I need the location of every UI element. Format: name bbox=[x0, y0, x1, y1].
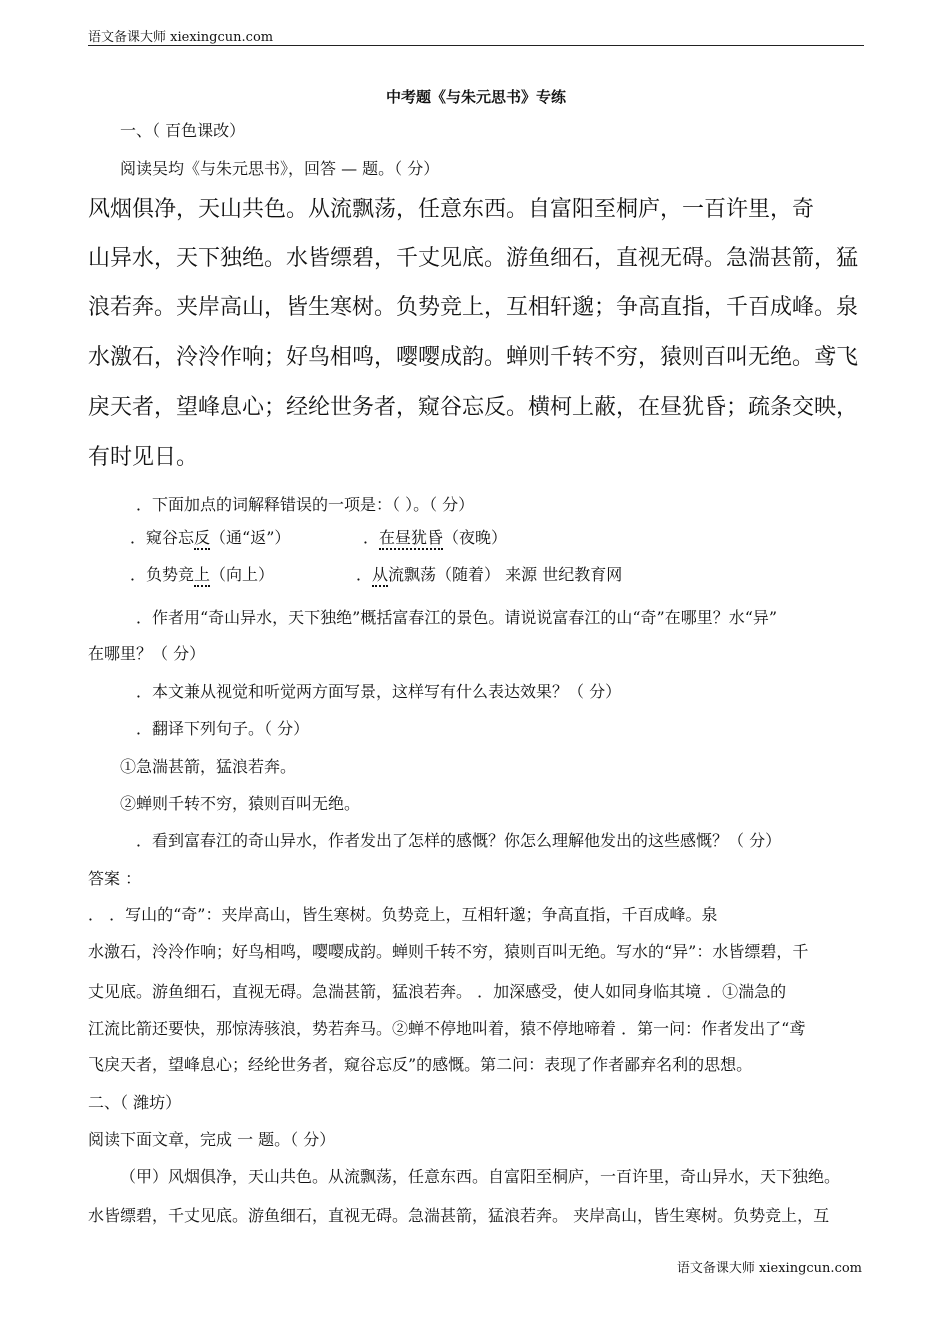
passage-line: 有时见日。 bbox=[88, 445, 199, 470]
emphasized-word: 从 bbox=[372, 565, 388, 587]
answer-line: ． ．写山的“奇”：夹岸高山，皆生寒树。负势竞上，互相轩邈；争高直指，千百成峰。泉 bbox=[88, 905, 718, 924]
question-3: ．本文兼从视觉和听觉两方面写景，这样写有什么表达效果？（ 分） bbox=[136, 682, 622, 701]
passage-line: 水激石，泠泠作响；好鸟相鸣，嘤嘤成韵。蝉则千转不穷，猿则百叫无绝。鸢飞 bbox=[88, 345, 859, 370]
question-1-option-d bbox=[356, 565, 622, 585]
footer-site-label: 语文备课大师 xiexingcun.com bbox=[676, 1261, 862, 1276]
section1-heading: 一、（ 百色课改） bbox=[120, 121, 246, 140]
section2-heading: 二、（ 潍坊） bbox=[88, 1093, 182, 1112]
question-4: ．翻译下列句子。（ 分） bbox=[136, 719, 310, 738]
section1-intro: 阅读吴均《与朱元思书》，回答 — 题。（ 分） bbox=[120, 159, 440, 178]
emphasized-word: 上 bbox=[194, 565, 210, 587]
answer-line: 丈见底。游鱼细石，直视无碍。急湍甚箭，猛浪若奔。 ．加深感受，使人如同身临其境 ．①湍急的 bbox=[88, 982, 787, 1001]
answer-line: 水激石，泠泠作响；好鸟相鸣，嘤嘤成韵。蝉则千转不穷，猿则百叫无绝。写水的“异”：水皆缥碧，千 bbox=[88, 942, 809, 961]
section2-passage-line: 水皆缥碧，千丈见底。游鱼细石，直视无碍。急湍甚箭，猛浪若奔。 夹岸高山，皆生寒树。负势竞上，互 bbox=[88, 1206, 830, 1225]
option-text: （向上） bbox=[210, 565, 275, 584]
question-1-option-c bbox=[130, 565, 274, 585]
option-text: （夜晚） bbox=[443, 528, 508, 547]
passage-line: 戾天者，望峰息心；经纶世务者，窥谷忘反。横柯上蔽，在昼犹昏；疏条交映， bbox=[88, 395, 859, 420]
option-text: ．负势竞 bbox=[130, 565, 195, 584]
translation-sentence-1: ①急湍甚箭，猛浪若奔。 bbox=[120, 757, 297, 776]
header-rule bbox=[88, 45, 864, 46]
question-5: ．看到富春江的奇山异水，作者发出了怎样的感慨？你怎么理解他发出的这些感慨？（ 分） bbox=[136, 831, 782, 850]
passage-line: 浪若奔。夹岸高山，皆生寒树。负势竞上，互相轩邈；争高直指，千百成峰。泉 bbox=[88, 295, 859, 320]
question-2-line: 在哪里？（ 分） bbox=[88, 644, 206, 663]
option-text: ． bbox=[363, 528, 380, 547]
option-text: ．窥谷忘 bbox=[130, 528, 195, 547]
option-text: 流飘荡（随着） 来源 世纪教育网 bbox=[388, 565, 623, 584]
question-2-line: ．作者用“奇山异水，天下独绝”概括富春江的景色。请说说富春江的山“奇”在哪里？水“异” bbox=[136, 608, 778, 627]
emphasized-word: 反 bbox=[194, 528, 210, 550]
translation-sentence-2: ②蝉则千转不穷，猿则百叫无绝。 bbox=[120, 794, 361, 813]
option-text: （通“返”） bbox=[210, 528, 291, 547]
passage-line: 山异水，天下独绝。水皆缥碧，千丈见底。游鱼细石，直视无碍。急湍甚箭，猛 bbox=[88, 246, 859, 271]
question-1-option-b bbox=[363, 528, 507, 548]
question-1-stem: ．下面加点的词解释错误的一项是：（ ）。（ 分） bbox=[136, 495, 475, 514]
page-title: 中考题《与朱元思书》专练 bbox=[385, 88, 566, 106]
header-site-label: 语文备课大师 xiexingcun.com bbox=[88, 30, 274, 45]
option-text: ． bbox=[356, 565, 373, 584]
section2-passage-line: （甲）风烟俱净，天山共色。从流飘荡，任意东西。自富阳至桐庐，一百许里，奇山异水，天下独绝。 bbox=[120, 1167, 841, 1186]
answer-line: 江流比箭还要快，那惊涛骇浪，势若奔马。②蝉不停地叫着，猿不停地啼着 ．第一问：作者发出了“鸢 bbox=[88, 1019, 806, 1038]
passage-line: 风烟俱净，天山共色。从流飘荡，任意东西。自富阳至桐庐，一百许里，奇 bbox=[88, 197, 815, 222]
answer-line: 飞戾天者，望峰息心；经纶世务者，窥谷忘反”的感慨。第二问：表现了作者鄙弃名利的思想。 bbox=[88, 1055, 753, 1074]
question-1-option-a bbox=[130, 528, 290, 548]
emphasized-word: 在昼犹昏 bbox=[379, 528, 443, 550]
answer-label: 答案 ： bbox=[88, 869, 142, 888]
section2-intro: 阅读下面文章，完成 一 题。（ 分） bbox=[88, 1130, 336, 1149]
